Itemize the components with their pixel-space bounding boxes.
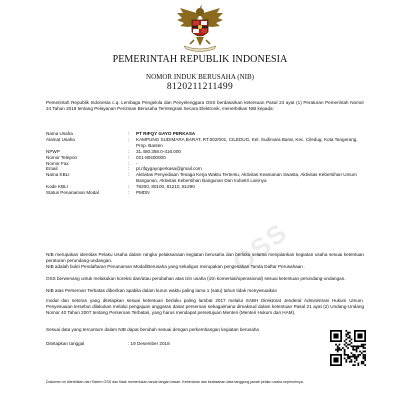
info-row (46, 190, 364, 196)
info-label: Status Penanaman Modal (46, 190, 99, 196)
info-label: Kode KBLI (46, 184, 68, 190)
info-label: Alamat Usaha (46, 136, 75, 142)
issued-date-row (46, 341, 170, 346)
info-value: 021-80400000 (136, 154, 166, 160)
info-colon: : (128, 166, 130, 172)
info-colon: : (128, 190, 130, 196)
info-value: pt.rifqygayoperkasa@gmail.com (136, 166, 202, 172)
info-value: 78200, 80100, 81210, 81290 (136, 184, 195, 190)
nib-title: NOMOR INDUK BERUSAHA (NIB) (146, 73, 254, 81)
nib-identity-paragraph: NIB merupakan identitas Pelaku Usaha dalam rangka pelaksanaan kegiatan berusaha dan berlaku selama menjalankan kegiatan usaha sesuai ketentuan peraturan perundang-undangan. (46, 252, 364, 263)
document-footer: Dokumen ini diterbitkan dari Sistem OSS dan tidak memerlukan tanda tangan basah. Kebenaran dan keabsahan data tanggung jawab pelaku usaha sepenuhnya. (46, 380, 304, 384)
info-colon: : (128, 131, 130, 136)
oss-authority-paragraph: OSS berwenang untuk melakukan koreksi dan/atau perubahan atas izin usaha (izin komersial/operasional) sesuai ketentuan perundang-undangan. (46, 276, 346, 281)
qr-code-icon (330, 330, 366, 366)
info-label: Nomor Fax (46, 160, 69, 166)
info-label: Email (46, 166, 58, 172)
info-colon: : (128, 160, 130, 166)
info-colon: : (128, 172, 130, 178)
garuda-emblem-icon (174, 4, 226, 52)
info-row (46, 137, 364, 149)
intro-paragraph: Pemerintah Republik Indonesia c.q. Lembaga Pengelola dan Penyelenggara OSS berdasarkan ketentuan Pasal 24 ayat (1) Peraturan Pemerintah Nomor 24 Tahun 2018 tentang Pelayanan Perizinan Berusaha Terintegrasi Secara Elektronik, menerbitkan NIB kepada: (46, 100, 364, 111)
nib-registration-paragraph: NIB adalah bukti Pendaftaran Penanaman Modal/Berusaha yang sekaligus merupakan pengesahan Tanda Daftar Perusahaan . (46, 264, 306, 269)
pt-conditions-paragraph: NIB atas Perseroan Terbatas diberikan apabila dalam kurun waktu paling lama 1 (satu) tahun tidak menyesuaikan (46, 288, 278, 293)
info-label: Nama KBLI (46, 172, 70, 178)
oss-watermark: OSS (226, 216, 294, 278)
data-change-paragraph: Sesuai data yang tercantum dalam NIB dapat berubah sesuai dengan perkembangan kegiatan berusaha (46, 327, 259, 332)
government-heading: PEMERINTAH REPUBLIK INDONESIA (112, 54, 288, 65)
info-row (46, 172, 364, 184)
pt-requirements-paragraph: modal dan setoran yang ditetapkan sesuai ketentuan berlaku paling lambat 2017 melalui SABH Direktorat Jenderal Administrasi Hukum Umum. Penyesuaian tersebut dilakukan melalui pengajuan anggaran dasar perseroan sebagaimana dimaksud dalam ketentuan Pasal 21 ayat (2) Undang-Undang Nomor 40 Tahun 2007 tentang Perseroan Terbatas, yang harus mendapat persetujuan Menteri (Menteri Hukum dan HAM). (46, 298, 364, 315)
info-value: Aktivitas Penyediaan Tenaga Kerja Waktu Tertentu, Aktivitas Keamanan Swasta, Aktivitas Kebersihan Umum Bangunan, Aktivitas Kebersihan Bangunan Dan Industri Lainnya (136, 172, 357, 184)
info-colon: : (128, 148, 130, 154)
info-colon: : (128, 136, 130, 142)
business-info-table (46, 131, 364, 196)
info-value: - (136, 160, 138, 166)
info-label: Nomor Telepon (46, 154, 78, 160)
nib-number: 8120211211499 (166, 82, 234, 92)
info-value: PT RIFQY GAYO PERKASA (136, 131, 196, 136)
info-value: PMDN (136, 190, 150, 196)
info-label: NPWP (46, 148, 60, 154)
info-value: 31.480.358.0-416.000 (136, 148, 181, 154)
issued-date-value: : 19 Desember 2018 (128, 341, 170, 346)
info-colon: : (128, 154, 130, 160)
issued-date-label: Ditetapkan tanggal (46, 341, 85, 346)
info-label: Nama Usaha (46, 131, 73, 136)
info-value: KAMPUNG SUDIMARA BARAT, RT.002/001, CILEDUG, Kel. Sudimara Barat, Kec. Ciledug, Kota Tangerang, Prop. Banten (136, 136, 358, 148)
info-colon: : (128, 184, 130, 190)
